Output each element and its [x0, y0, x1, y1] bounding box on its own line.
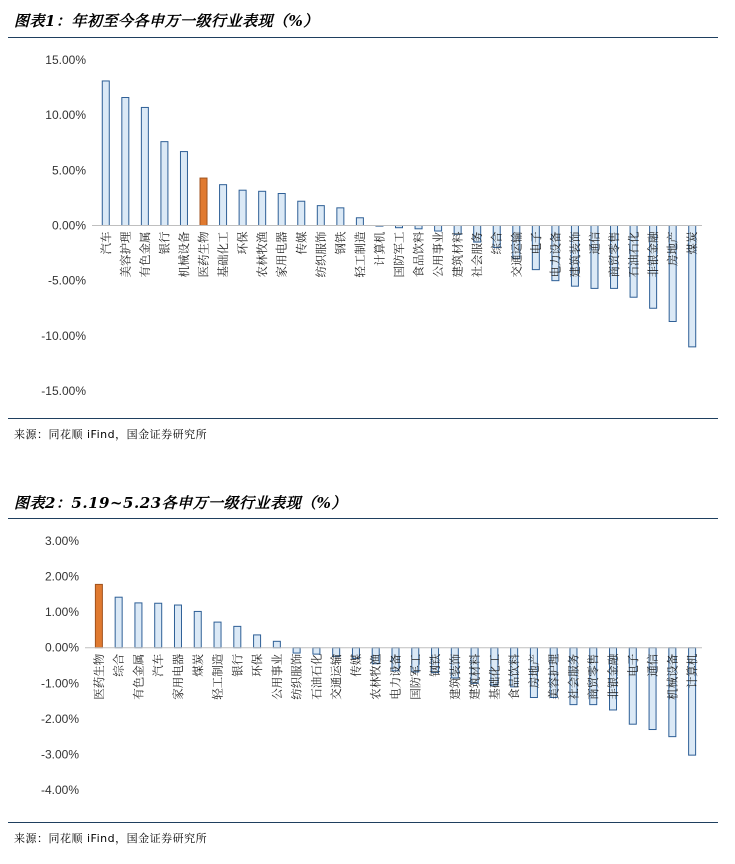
chart1-ytick-label: -15.00% [41, 384, 86, 398]
chart2-category-label: 建筑材料 [467, 653, 482, 700]
chart1-category-label: 纺织服饰 [313, 231, 328, 278]
chart2-ytick-label: 1.00% [44, 605, 79, 620]
chart2-category-label: 商贸零售 [586, 653, 601, 700]
chart2-bar [214, 622, 221, 648]
chart1-bar [356, 218, 363, 226]
chart2-category-label: 交通运输 [329, 653, 344, 700]
chart1-bar [220, 185, 227, 226]
chart2-category-label: 机械设备 [665, 653, 680, 700]
chart1-category-label: 基础化工 [216, 231, 231, 278]
chart1-category-label: 交通运输 [509, 231, 524, 278]
chart2-category-label: 钢铁 [428, 653, 443, 677]
chart2-bar [135, 603, 142, 648]
chart2-category-label: 医药生物 [91, 653, 106, 700]
chart2-ytick-label: -4.00% [40, 783, 79, 797]
chart2-category-label: 煤炭 [190, 653, 205, 677]
chart2-category-label: 综合 [111, 653, 126, 677]
chart1-category-label: 非银金融 [646, 231, 661, 278]
chart2-category-label: 计算机 [685, 653, 700, 689]
chart2-category-label: 美容护理 [546, 653, 561, 700]
chart2-bar [155, 603, 162, 647]
chart2-category-label: 公用事业 [269, 653, 284, 700]
chart1-bar [180, 152, 187, 226]
chart2-bar [95, 584, 102, 647]
chart1-ytick-label: -10.00% [41, 328, 86, 343]
chart1-ytick-label: -5.00% [47, 273, 86, 288]
chart1-category-label: 农林牧渔 [255, 231, 270, 278]
chart2-category-label: 建筑装饰 [447, 653, 462, 700]
chart1-bar [317, 206, 324, 226]
chart1-category-label: 电子 [528, 231, 543, 255]
chart1-category-label: 建筑装饰 [567, 231, 582, 278]
chart1-bar [278, 194, 285, 226]
chart1-bar [239, 190, 246, 225]
chart1-ytick-label: 0.00% [51, 218, 86, 233]
chart1-category-label: 房地产 [665, 231, 680, 266]
chart2-bar [234, 626, 241, 647]
chart2-category-label: 通信 [645, 653, 660, 677]
chart1-category-label: 电力设备 [548, 231, 563, 278]
chart1-svg [0, 38, 735, 418]
chart1-category-label: 有色金属 [137, 231, 152, 278]
chart2-category-label: 银行 [230, 653, 245, 677]
chart1-bar [141, 107, 148, 225]
chart2-category-label: 传媒 [348, 653, 363, 677]
chart1-ytick-label: 15.00% [45, 53, 86, 67]
chart1-category-label: 银行 [157, 231, 172, 255]
chart2-bar [273, 641, 280, 647]
chart2-svg [0, 519, 735, 821]
chart2-category-label: 石油石化 [309, 653, 324, 700]
chart2-title: 图表2：5.19~5.23各申万一级行业表现（%） [14, 494, 347, 512]
chart2-source: 来源：同花顺 iFind，国金证券研究所 [14, 832, 208, 845]
chart1-category-label: 计算机 [372, 231, 387, 266]
chart2-category-label: 房地产 [526, 653, 541, 689]
chart1-category-label: 美容护理 [118, 231, 133, 278]
chart1-category-label: 通信 [587, 231, 602, 255]
chart1-category-label: 石油石化 [626, 231, 641, 278]
chart2-category-label: 国防军工 [408, 653, 423, 700]
chart1-category-label: 机械设备 [176, 231, 191, 278]
chart1-category-label: 医药生物 [196, 231, 211, 278]
chart1-category-label: 汽车 [98, 231, 113, 255]
chart2-bar [174, 605, 181, 648]
chart1-category-label: 建筑材料 [450, 231, 465, 278]
chart1-title: 图表1：年初至今各申万一级行业表现（%） [14, 12, 319, 30]
chart2-bar [254, 635, 261, 648]
chart1-ytick-label: 10.00% [45, 108, 86, 123]
chart1-category-label: 钢铁 [333, 231, 348, 255]
chart1-category-label: 环保 [235, 231, 250, 255]
chart1-ytick-label: 5.00% [51, 163, 86, 178]
chart2-category-label: 社会服务 [566, 653, 581, 700]
chart2-ytick-label: 2.00% [44, 569, 79, 584]
chart2-bar [293, 648, 300, 653]
chart2-category-label: 农林牧渔 [368, 653, 383, 700]
chart1-bar [200, 178, 207, 225]
chart1-category-label: 社会服务 [470, 231, 485, 278]
chart2-category-label: 非银金融 [606, 653, 621, 700]
chart2-category-label: 汽车 [151, 653, 166, 677]
chart1-category-label: 轻工制造 [352, 231, 367, 278]
chart2-bar [194, 611, 201, 647]
chart2-ytick-label: 0.00% [44, 640, 79, 655]
chart1-bar [337, 208, 344, 226]
chart2-bar [115, 597, 122, 648]
chart2-bottom-rule [8, 822, 718, 823]
chart2-category-label: 电子 [625, 653, 640, 677]
chart1-bar [122, 98, 129, 226]
chart1-category-label: 商贸零售 [607, 231, 622, 278]
chart2-ytick-label: -1.00% [40, 676, 79, 691]
chart1-category-label: 公用事业 [431, 231, 446, 278]
chart2-category-label: 有色金属 [131, 653, 146, 700]
chart2-ytick-label: -2.00% [40, 711, 79, 726]
chart2-category-label: 家用电器 [170, 653, 185, 700]
chart1-category-label: 家用电器 [274, 231, 289, 278]
chart2-ytick-label: -3.00% [40, 747, 79, 762]
chart1-bottom-rule [8, 418, 718, 419]
chart1-bar [435, 226, 442, 232]
chart2-category-label: 基础化工 [487, 653, 502, 700]
chart2-category-label: 电力设备 [388, 653, 403, 700]
chart1-bar [102, 81, 109, 226]
chart1-bar [298, 201, 305, 225]
chart2-category-label: 食品饮料 [507, 653, 522, 700]
chart1-category-label: 煤炭 [685, 231, 700, 255]
chart2-category-label: 环保 [250, 653, 265, 677]
chart1-category-label: 传媒 [294, 231, 309, 255]
chart2-bar [313, 648, 320, 654]
chart2-category-label: 轻工制造 [210, 653, 225, 700]
chart2-ytick-label: 3.00% [44, 534, 79, 548]
chart1-bar [259, 191, 266, 225]
chart1-bar [161, 142, 168, 226]
chart1-category-label: 综合 [489, 231, 504, 255]
chart1-category-label: 食品饮料 [411, 231, 426, 278]
chart1-source: 来源：同花顺 iFind，国金证券研究所 [14, 428, 208, 441]
chart1-category-label: 国防军工 [392, 231, 406, 278]
chart2-category-label: 纺织服饰 [289, 653, 304, 700]
